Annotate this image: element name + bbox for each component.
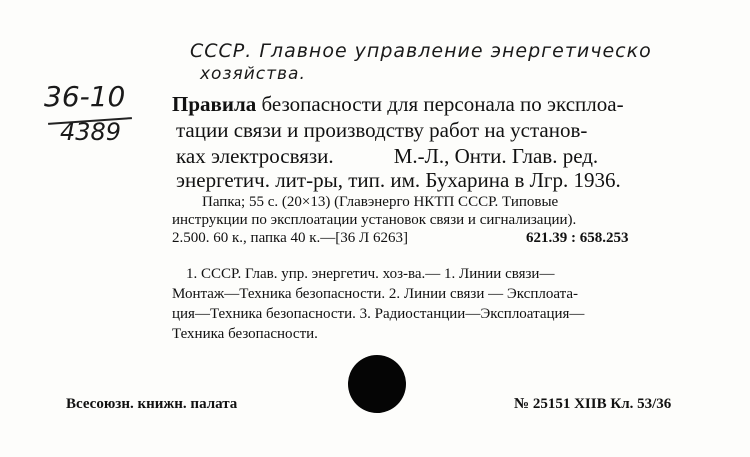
classification-index: 621.39 : 658.253 — [525, 230, 629, 246]
description-line3 — [172, 230, 628, 247]
entry-line1 — [172, 92, 624, 117]
subject-line3: ция—Техника безопасности. 3. Радиостанции—Эксплоатация— — [172, 306, 585, 322]
subject-line2: Монтаж—Техника безопасности. 2. Линии связи — Эксплоата- — [172, 286, 578, 302]
subject-line4: Техника безопасности. — [172, 326, 318, 342]
subject-line1: 1. СССР. Глав. упр. энергетич. хоз-ва.— 1. Линии связи— — [186, 266, 555, 282]
description-line1: Папка; 55 с. (20×13) (Главэнерго НКТП СССР. Типовые — [202, 194, 559, 210]
call-number-bottom: 4389 — [60, 118, 122, 146]
handwritten-header-line2: хозяйства. — [200, 64, 306, 84]
call-number-top: 36-10 — [44, 80, 126, 113]
handwritten-header-line1: СССР. Главное управление энергетическо — [190, 40, 652, 62]
description-line2: инструкции по эксплоатации установок связи и сигнализации). — [172, 212, 577, 228]
entry-line4: энергетич. лит-ры, тип. им. Бухарина в Лгр. 1936. — [176, 168, 621, 192]
entry-line3-a: ках электросвязи. — [176, 144, 334, 168]
record-number: № 25151 ХIIВ Кл. 53/36 — [514, 396, 672, 412]
entry-line3-b: М.-Л., Онти. Глав. ред. — [393, 144, 599, 168]
description-line3-a: 2.500. 60 к., папка 40 к.—[36 Л 6263] — [172, 230, 408, 246]
ink-blot — [348, 355, 406, 413]
entry-line1-rest: безопасности для персонала по эксплоа- — [256, 92, 624, 116]
entry-title-bold: Правила — [172, 92, 257, 116]
entry-line2: тации связи и производству работ на установ- — [176, 118, 588, 142]
entry-line3 — [176, 144, 598, 169]
book-chamber-label: Всесоюзн. книжн. палата — [66, 396, 238, 412]
